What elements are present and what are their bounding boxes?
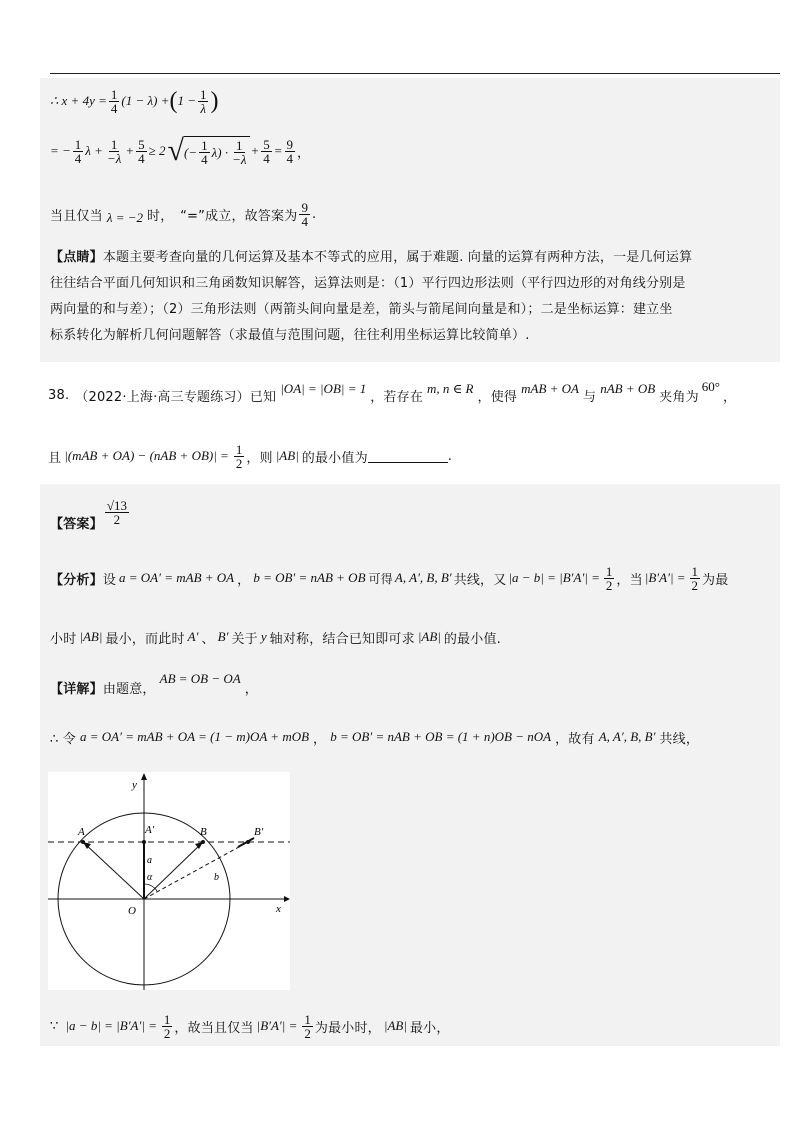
fraction: $\frac{1}{2}$ bbox=[163, 1011, 171, 1041]
fraction: $\frac{1}{2}$ bbox=[304, 1011, 311, 1041]
tip-label: 【点睛】 bbox=[50, 250, 103, 265]
formula-text: (1 − λ) + bbox=[121, 93, 170, 108]
question-number: 38. bbox=[48, 387, 70, 403]
fraction: $\frac{9}{4}$ bbox=[286, 136, 294, 166]
label-vector-b: b bbox=[214, 872, 219, 883]
question-38-line-1: 38. （2022·上海·高三专题练习）已知 |OA| = |OB| = 1 ，若存在 m, n ∈ R ，使得 mAB + OA 与 nAB + OB 夹角为 60° ， bbox=[48, 379, 737, 405]
detail-line-2: ∴ 令 a = OA′ = mAB + OA = (1 − m)OA + mOB ， b = OB′ = nAB + OB = (1 + n)OB − nOA ，故有 A, A′, B, B′ 共线， bbox=[50, 729, 700, 747]
y-axis-arrow bbox=[141, 773, 147, 780]
detail-label: 【详解】 bbox=[50, 681, 103, 697]
fraction: $\frac{1}{4}$ bbox=[74, 136, 82, 166]
answer-blank bbox=[368, 450, 448, 463]
analysis-line-2: 小时 |AB| 最小，而此时 A′ 、 B′ 关于 y 轴对称，结合已知即可求 |AB| 的最小值. bbox=[50, 629, 501, 647]
x-axis-arrow bbox=[284, 896, 290, 902]
label-y: y bbox=[132, 779, 137, 791]
top-rule bbox=[50, 73, 780, 74]
fraction: $\frac{1}{2}$ bbox=[691, 563, 699, 593]
analysis-label: 【分析】 bbox=[50, 572, 103, 588]
label-alpha: α bbox=[147, 872, 153, 883]
label-a-prime: A′ bbox=[145, 824, 155, 836]
fraction: $\frac{1}{4}$ bbox=[110, 86, 118, 116]
answer-line bbox=[50, 490, 131, 534]
analysis-line-1: 【分析】 设 a = OA′ = mAB + OA ， b = OB′ = nAB + OB 可得 A, A′, B, B′ 共线，又 |a − b| = |B′A′| = $\frac{1}{2}$ ，当 |B′A′| = $\frac{1}{2}$ 为最 bbox=[50, 563, 729, 593]
point-b bbox=[201, 840, 205, 844]
fraction: $\frac{5}{4}$ bbox=[263, 136, 270, 166]
formula-line-2: = − $\frac{1}{4}$ λ + $\frac{1}{-\lambda}$ + $\frac{5}{4}$ ≥ 2 √ (− $\frac{1}{4}$ λ) · $\frac{1}{-\lambda}$ + $\frac{5}{4}$ = $\frac{9}{4}$ ， bbox=[50, 134, 311, 167]
fraction: $\frac{1}{2}$ bbox=[235, 441, 243, 471]
point-a bbox=[81, 840, 85, 844]
fraction: $\frac{5}{4}$ bbox=[138, 136, 145, 166]
detail-line-1: 【详解】 由题意， AB = OB − OA ， bbox=[50, 671, 258, 697]
vector-oa bbox=[83, 842, 144, 899]
formula-text: 1 − bbox=[177, 93, 196, 108]
question-38-line-2: 且 |(mAB + OA) − (nAB + OB)| = $\frac{1}{2}$ ，则 |AB| 的最小值为 . bbox=[48, 441, 453, 471]
answer-value: $\frac{√13}{2}$ bbox=[106, 497, 127, 527]
formula-line-1: ∴ x + 4y = $\frac{1}{4}$ (1 − λ) + ( 1 − $\frac{1}{\lambda}$ ) bbox=[50, 86, 219, 116]
figure-panel bbox=[48, 772, 290, 990]
answer-label: 【答案】 bbox=[50, 516, 103, 532]
vector-b-dashed bbox=[144, 842, 248, 899]
conclusion-line: 当且仅当 λ = −2 时， “=”成立，故答案为 $\frac{9}{4}$ . bbox=[50, 199, 317, 229]
label-x: x bbox=[276, 903, 281, 915]
circle-diagram bbox=[48, 772, 290, 990]
label-o: O bbox=[128, 905, 136, 917]
label-a: A bbox=[78, 826, 85, 838]
sqrt-sign: √ bbox=[167, 134, 184, 167]
tip-paragraph: 【点睛】本题主要考查向量的几何运算及基本不等式的应用，属于难题. 向量的运算有两种方法，一是几何运算 往往结合平面几何知识和三角函数知识解答，运算法则是：（1）平行四边形法则（平行四边形的对角线分别是 两向量的和与差）；（2）三角形法则（两箭头间向量是差，箭头与箭尾间向量是和）；二是坐标运算：建立坐 标系转化为解析几何问题解答（求最值与范围问题，往往利用坐标运算比较简单）. bbox=[50, 250, 693, 343]
vector-ob bbox=[144, 842, 203, 899]
detail-line-3: ∵ |a − b| = |B′A′| = $\frac{1}{2}$ ，故当且仅当 |B′A′| = $\frac{1}{2}$ 为最小时， |AB| 最小， bbox=[50, 1011, 450, 1041]
label-b: B bbox=[200, 826, 207, 838]
formula-text: ∴ x + 4y = bbox=[50, 93, 107, 108]
fraction: $\frac{1}{\lambda}$ bbox=[199, 86, 207, 116]
fraction: $\frac{1}{2}$ bbox=[605, 563, 613, 593]
point-a-prime bbox=[142, 840, 146, 844]
fraction: $\frac{1}{-\lambda}$ bbox=[106, 136, 122, 166]
label-b-prime: B′ bbox=[254, 826, 264, 838]
point-b-prime bbox=[246, 840, 250, 844]
angle-arc bbox=[144, 884, 157, 891]
fraction: $\frac{1}{-\lambda}$ bbox=[232, 138, 247, 167]
fraction: $\frac{9}{4}$ bbox=[301, 199, 308, 229]
label-vector-a: a bbox=[147, 855, 152, 866]
fraction: $\frac{1}{4}$ bbox=[201, 138, 208, 167]
